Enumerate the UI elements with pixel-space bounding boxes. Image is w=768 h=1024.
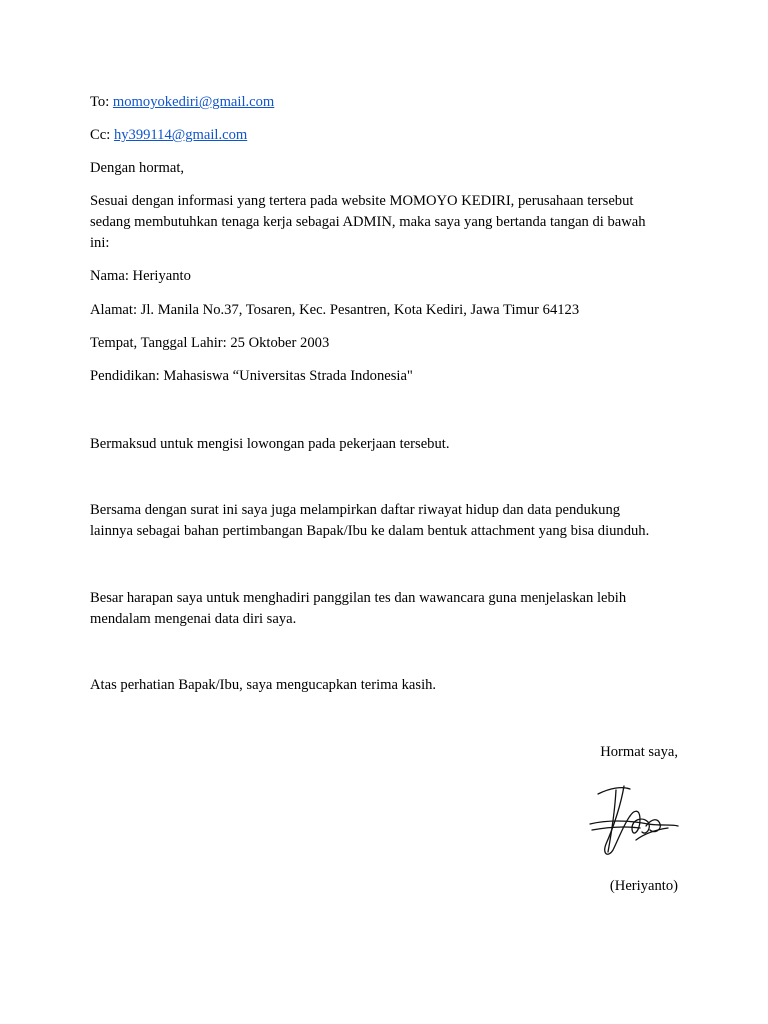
ttl-line: Tempat, Tanggal Lahir: 25 Oktober 2003 (90, 335, 330, 351)
to-line (90, 92, 274, 113)
hope-paragraph (90, 588, 680, 630)
cc-email-link[interactable]: hy399114@gmail.com (113, 127, 248, 143)
hope-line: mendalam mengenai data diri saya. (90, 611, 297, 627)
greeting: Dengan hormat, (90, 160, 185, 176)
attachment-paragraph (90, 500, 680, 542)
pendidikan-line: Pendidikan: Mahasiswa “Universitas Strada Indonesia" (90, 368, 413, 384)
handwritten-signature (588, 780, 680, 862)
cc-label: Cc: (90, 127, 111, 143)
intro-paragraph (90, 191, 680, 254)
thanks-line: Atas perhatian Bapak/Ibu, saya mengucapkan terima kasih. (90, 677, 437, 693)
intro-line: Sesuai dengan informasi yang tertera pada website MOMOYO KEDIRI, perusahaan tersebut (90, 193, 634, 209)
hope-line: Besar harapan saya untuk menghadiri panggilan tes dan wawancara guna menjelaskan lebih (90, 590, 627, 606)
intro-line: ini: (90, 235, 110, 251)
alamat-line: Alamat: Jl. Manila No.37, Tosaren, Kec. Pesantren, Kota Kediri, Jawa Timur 64123 (90, 302, 580, 318)
attachment-line: lainnya sebagai bahan pertimbangan Bapak/Ibu ke dalam bentuk attachment yang bisa diunduh. (90, 523, 650, 539)
to-label: To: (90, 94, 110, 110)
to-email-link[interactable]: momoyokediri@gmail.com (112, 94, 275, 110)
cc-line (90, 125, 247, 146)
signer-name: (Heriyanto) (609, 878, 678, 894)
nama-line: Nama: Heriyanto (90, 268, 191, 284)
intro-line: sedang membutuhkan tenaga kerja sebagai ADMIN, maka saya yang bertanda tangan di bawah (90, 214, 646, 230)
attachment-line: Bersama dengan surat ini saya juga melampirkan daftar riwayat hidup dan data pendukung (90, 502, 621, 518)
purpose-line: Bermaksud untuk mengisi lowongan pada pekerjaan tersebut. (90, 436, 450, 452)
closing-text: Hormat saya, (600, 744, 678, 760)
